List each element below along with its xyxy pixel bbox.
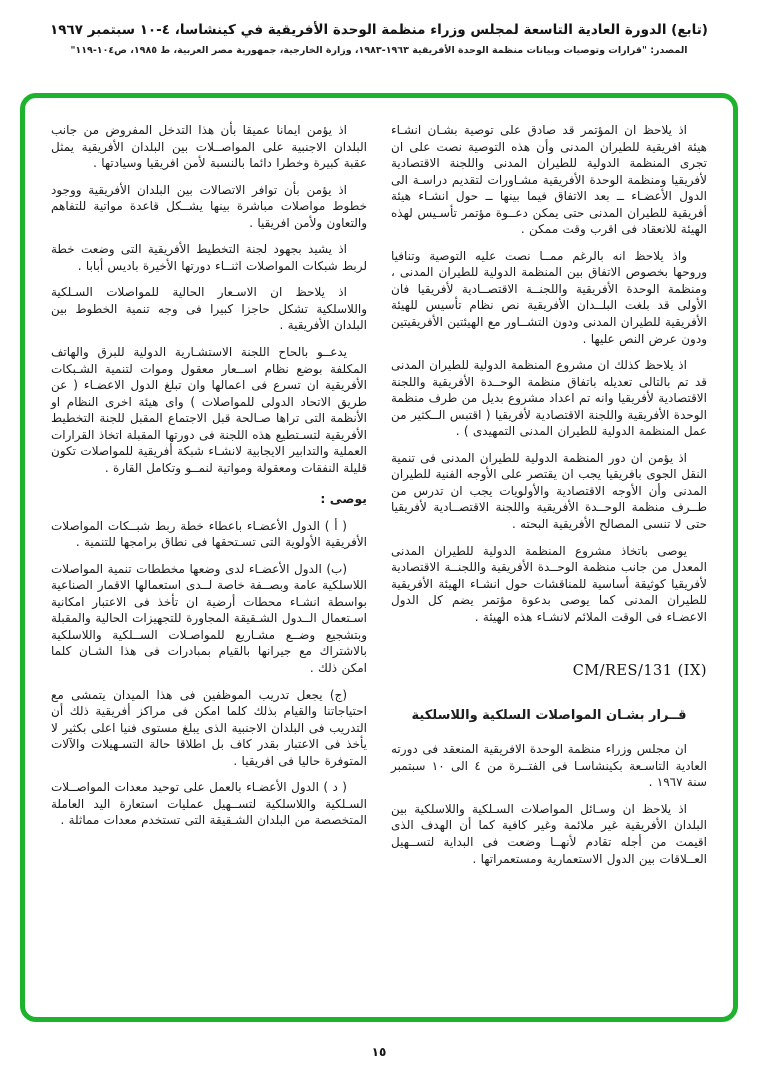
paragraph: ان مجلس وزراء منظمة الوحدة الافريقية المنعقد فى دورته العادية التاسـعة بكينشاسـا فى الفتــرة من ٤ الى ١٠ سبتمبر سنة ١٩٦٧ .: [391, 742, 707, 790]
paragraph: اذ يؤمن ان دور المنظمة الدولية للطيران المدنى فى تنمية النقل الجوى بافريقيا يجب ان يقتصر على الأوجه الفنية للطيران المدنى وأن الأوجه الاقتصادية والأولويات يجب ان تدرس من طــرف منظمة الوحــدة الأفريقية واللجنة الاقتصــادية لأفريقيا حتى لا تنسى المصالح الأفريقية البحته .: [391, 450, 707, 532]
left-column: [51, 122, 367, 999]
recommendation-item: ( د ) الدول الأعضـاء بالعمل على توحيد معدات المواصــلات السـلكية واللاسلكية لتســهيل عمليات استعارة اليد العاملة المتخصصة من البلدان الشـقيقة التى تستخدم معدات مماثلة .: [51, 780, 367, 828]
recommendation-item: ( أ ) الدول الأعضـاء باعطاء خطة ربط شبــكات المواصلات الأفريقية الأولوية التى تسـتحقها فى نطاق برامجها للتنمية .: [51, 518, 367, 550]
paragraph: يدعــو بالحاح اللجنة الاستشـارية الدولية للبرق والهاتف المكلفة بوضع نظام اســعار معقول وموات لتنمية الشـبكات الأفريقية ان تسرع فى اعمالها وان تبلغ الدول الاعضـاء ( عن طريق الاتحاد الدولى للمواصلات ) واى هيئة اخرى النظام او الأنظمة التى تراها صـالحة قبل الاجتماع المقبل للجنة التخطيط الأفريقية لتسـتطيع هذه اللجنة فى دورتها المقبلة اتخاذ القرارات العملية والتدابير الايجابية لانشـاء شبكة أفريقية للمواصلات تكون قليلة النفقات ومعقولة ومواتية لنمــو وتكامل القارة .: [51, 345, 367, 475]
paragraph: واذ يلاحظ انه بالرغم ممــا نصت عليه التوصية وتنافيا وروحها بخصوص الاتفاق بين المنظمة الدولية للطيران المدنى ، ومنظمة الوحدة الأفريقية واللجنــة الاقتصــادية لأفريقيا فان الأولى قد بلغت البلــدان الأفريقية نص نظام تأسيس للهيئة الأفريقية للطيران المدنى ودون التشــاور مع الهيئتين الأفريقيتين ودون عرض النص عليها .: [391, 248, 707, 346]
right-column: [391, 122, 707, 999]
page-number: ١٥: [371, 1045, 387, 1059]
resolution-title: قــرار بشـان المواصلات السلكية واللاسلكية: [411, 708, 687, 724]
paragraph: اذ يؤمن بأن توافر الاتصالات بين البلدان الأفريقية ووجود خطوط مواصلات مباشرة بينها يشــكل قاعدة مواتية للتفاهم والتعاون ولأمن افريقيا .: [51, 182, 367, 230]
paragraph: يوصى باتخاذ مشروع المنظمة الدولية للطيران المدنى المعدل من جانب منظمة الوحــدة الأفريقية واللجنــة الاقتصادية لأفريقيا كوثيقة أساسية للمناقشات حول انشـاء الهيئة الأفريقية للطيران المدنى كما يوصى بدعوة مؤتمر يضم كل الدول الاعضـاء فى الوقت الملائم لانشـاء هذه الهيئة .: [391, 543, 707, 624]
green-border-frame: [20, 93, 738, 1022]
page-header: [0, 0, 758, 56]
header-source-line: المصدر: "قرارات وتوصيات وبيانات منظمة الوحدة الأفريقية ١٩٦٣-١٩٨٣، وزارة الخارجية، جمهورية مصر العربية، ط ١٩٨٥، ص١٠٤-١١٩": [70, 45, 688, 56]
page-footer: [0, 1041, 758, 1060]
resolution-code: CM/RES/131 (IX): [572, 663, 707, 680]
recommendation-item: (ج) يجعل تدريب الموظفين فى هذا الميدان يتمشى مع احتياجاتنا والقيام بذلك كلما امكن فى مراكز أفريقية ذلك أن التدريب فى البلدان الاجنبية الذى يبلغ مستوى فنيا اعلى بكثير لا يأخذ فى الاعتبار بقدر كاف بل اطلاقا حالة التسـهيلات والآلات المتوفرة حاليا فى افريقيا .: [51, 687, 367, 768]
two-column-layout: [51, 122, 707, 999]
paragraph: اذ يلاحظ كذلك ان مشروع المنظمة الدولية للطيران المدنى قد تم بالتالى تعديله باتفاق منظمة الوحــدة الأفريقية واللجنة الاقتصادية لأفريقيا وانه تم اعداد مشروع بديل من طرف منظمة الوحدة الأفريقية واللجنة الاقتصادية لأفريقيا ( اقتبس الــكثير من عمل المنظمة الدولية للطيران المدنى التمهيدى ) .: [391, 358, 707, 439]
paragraph: اذ يلاحظ ان الاسـعار الحالية للمواصلات السـلكية واللاسلكية تشكل حاجزا كبيرا فى وجه تنمية الخطوط بين البلدان الأفريقية .: [51, 285, 367, 333]
recommendation-item: (ب) الدول الأعضـاء لدى وضعها مخططات تنمية المواصلات اللاسلكية عامة وبصــفة خاصة لــدى استعمالها الاقمار الصناعية بواسطة انشـاء محطات أرضية ان تأخذ فى الاعتبار امكانية اسـتعمال الــدول الشـقيقة المجاورة للتجهيزات الحالية والمقبلة وبتشجيع وضــع مشـاريع للمواصـلات الســلكية واللاسلكية بالاشتراك مع جيرانها بالقيام بمبادرات فى هذا الشـان كلما امكن ذلك .: [51, 561, 367, 676]
recommendation-label: يوصى :: [320, 491, 367, 507]
paragraph: اذ يلاحظ ان المؤتمر قد صادق على توصية بشـان انشـاء هيئة افريقية للطيران المدنى وأن هذه التوصية نصت على ان تجرى المنظمة الدولية للطيران المدنى واللجنة الاقتصادية لأفريقيا ومنظمة الوحدة الأفريقية مشـاورات لتقديم دراسـة الى الدول الأعضـاء ــ بعد الاتفاق فيما بينها ــ حول انشـاء هيئة أفريقية للطيران المدنى حتى يمكن دعــوة مؤتمر تأسـيس لهذه الهيئة للانعقاد فى اقرب وقت ممكن .: [391, 123, 707, 237]
paragraph: اذ يشيد بجهود لجنة التخطيط الأفريقية التى وضعت خطة لربط شبكات المواصلات اثنــاء دورتها الأخيرة باديس أبابا .: [51, 242, 367, 273]
paragraph: اذ يلاحظ ان وسـائل المواصلات السـلكية واللاسلكية بين البلدان الأفريقية غير ملائمة وغير كافية كما أن الهدف الذى اقيمت من أجله تقادم لأنهــا وضعت فى البداية لتســهيل العــلاقات بين الدول الاستعمارية ومستعمراتها .: [391, 801, 707, 866]
header-title: (تابع) الدورة العادية التاسعة لمجلس وزراء منظمة الوحدة الأفريقية في كينشاسا، ٤-١٠ سبتمبر ١٩٦٧: [50, 22, 708, 38]
paragraph: اذ يؤمن ايمانا عميقا بأن هذا التدخل المفروض من جانب البلدان الاجنبية على المواصــلات بين البلدان الأفريقية يمثل عقبة كبيرة وخطرا دائما بالنسبة لأمن افريقيا وسيادتها .: [51, 123, 367, 171]
